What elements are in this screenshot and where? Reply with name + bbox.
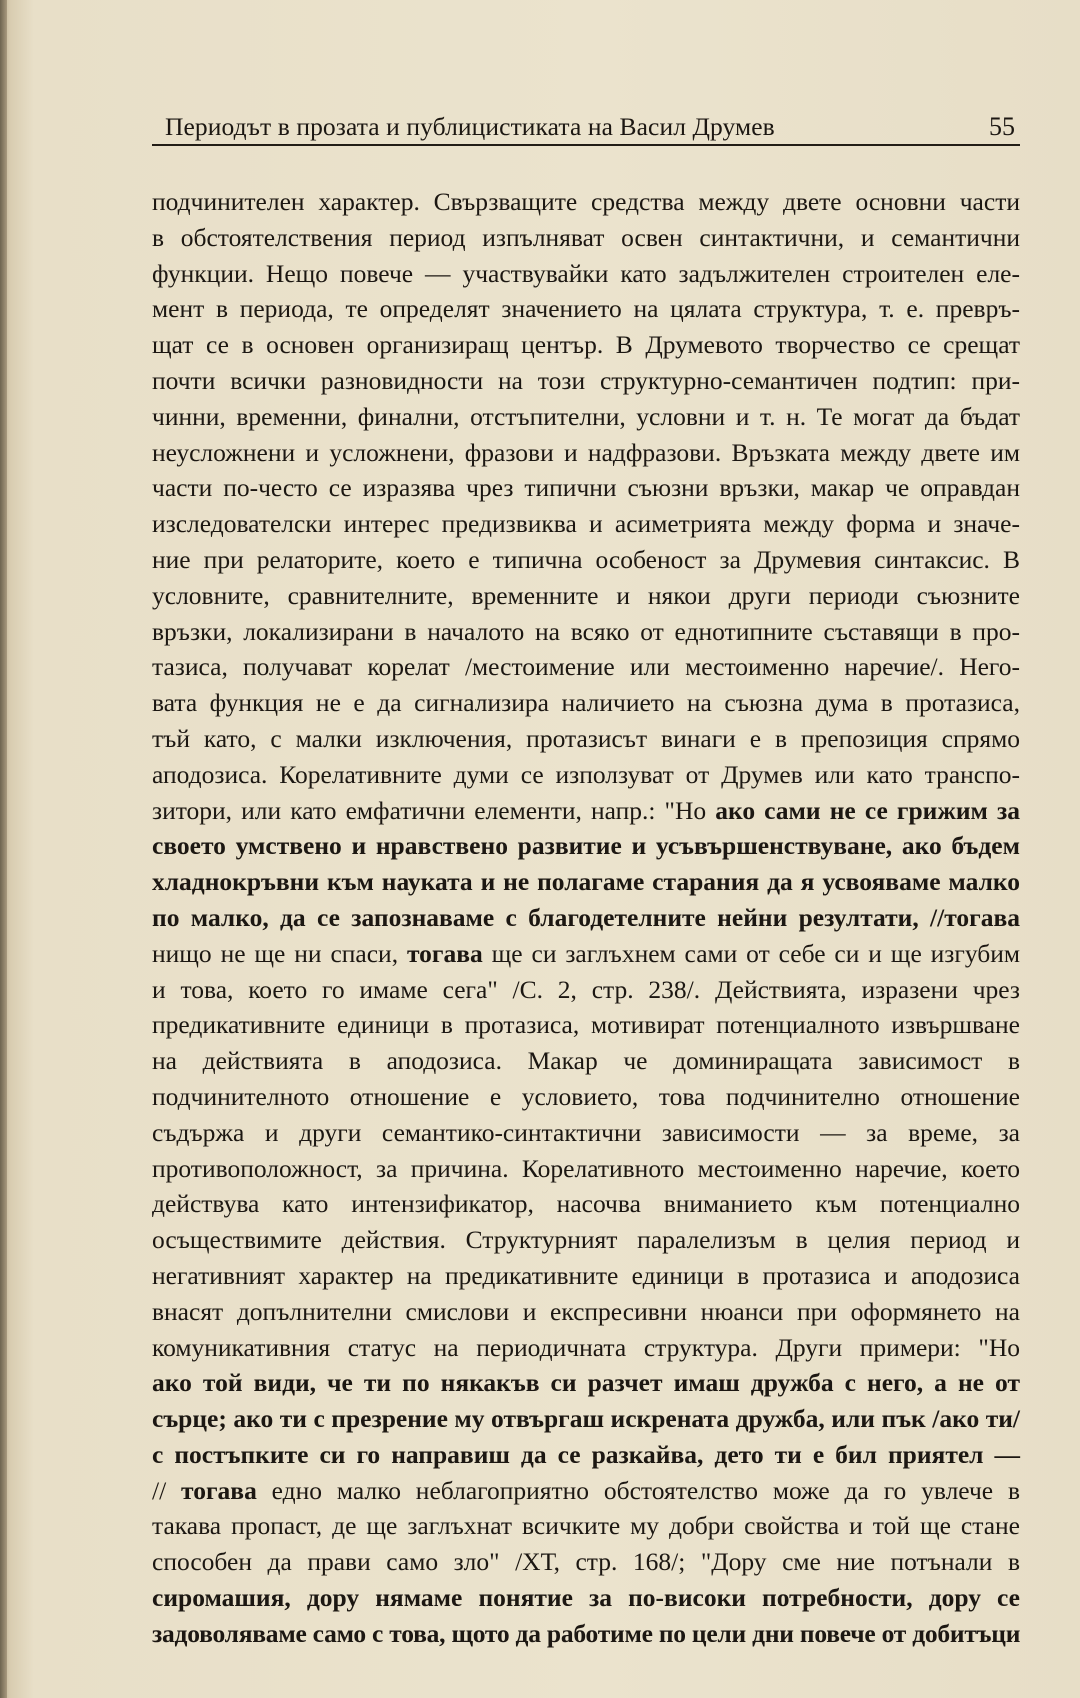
text-line — [152, 542, 1020, 578]
text-line — [152, 184, 1020, 220]
text-span: тазиса, получават корелат /местоимение или местоименно наречие/. Него- — [152, 652, 1020, 682]
text-line — [152, 936, 1020, 972]
page-number: 55 — [989, 112, 1015, 141]
text-span: зитори, или като емфатични елементи, напр.: "Но — [152, 795, 716, 825]
text-line — [152, 685, 1020, 721]
text-span: тъй като, с малки изключения, протазисът винаги е в препозиция спрямо — [152, 723, 1020, 753]
text-line — [152, 1508, 1020, 1544]
text-line — [152, 399, 1020, 435]
text-span: подчинителен характер. Свързващите средства между двете основни части — [152, 187, 1020, 216]
text-line — [152, 256, 1020, 292]
text-span: чинни, временни, финални, отстъпителни, условни и т. н. Те могат да бъдат — [152, 401, 1020, 431]
text-span: щат се в основен организиращ център. В Друмевото творчество се срещат — [152, 330, 1020, 360]
text-span: осъществимите действия. Структурният паралелизъм в целия период и — [152, 1225, 1020, 1255]
text-line — [152, 1401, 1020, 1437]
text-span: предикативните единици в протазиса, мотивират потенциалното извършване — [152, 1010, 1020, 1040]
text-line — [152, 1330, 1020, 1366]
text-span: на действията в аподозиса. Макар че доминиращата зависимост в — [152, 1046, 1020, 1076]
bold-quote-span: своето умствено и нравствено развитие и усъвършенствуване, ако бъдем — [152, 831, 1020, 861]
text-line — [152, 1473, 1020, 1509]
text-span: мент в периода, те определят значението на цялата структура, т. е. превръ- — [152, 294, 1020, 324]
bold-quote-span: ако той види, че ти по някакъв си разчет имаш дружба с него, а не от — [152, 1368, 1020, 1398]
text-span: действува като интензификатор, насочва вниманието към потенциално — [152, 1189, 1020, 1219]
text-span: едно малко неблагоприятно обстоятелство може да го увлече в — [256, 1475, 1021, 1505]
text-span: ще си заглъхнем сами от себе си и ще изгубим — [482, 938, 1021, 968]
bold-quote-span: задоволяваме само с това, щото да работиме по цели дни повече от добитъци — [152, 1618, 1021, 1648]
text-span: връзки, локализирани в началото на всяко от еднотипните съставящи в про- — [152, 616, 1020, 646]
text-line — [152, 614, 1020, 650]
text-span: части по-често се изразява чрез типични съюзни връзки, макар че оправдан — [152, 473, 1020, 503]
text-span: такава пропаст, де ще заглъхнат всичките му добри свойства и той ще стане — [152, 1511, 1020, 1541]
header-rule — [152, 144, 1020, 146]
text-line — [152, 435, 1020, 471]
text-span: способен да прави само зло" /ХТ, стр. 168/; "Дору сме ние потънали в — [152, 1547, 1020, 1577]
text-line — [152, 1580, 1020, 1616]
text-span: негативният характер на предикативните единици в протазиса и аподозиса — [152, 1260, 1020, 1290]
text-line — [152, 972, 1020, 1008]
text-line — [152, 1222, 1020, 1258]
text-line — [152, 1437, 1020, 1473]
book-spine-shadow — [0, 0, 7, 1698]
text-span: функции. Нещо повече — участвувайки като задължителен строителен еле- — [152, 258, 1020, 288]
text-line — [152, 1079, 1020, 1115]
text-span: внасят допълнителни смислови и експресивни нюанси при оформянето на — [152, 1296, 1020, 1326]
text-line — [152, 828, 1020, 864]
text-span: нищо не ще ни спаси, — [152, 938, 407, 968]
text-span: почти всички разновидности на този структурно-семантичен подтип: при- — [152, 365, 1020, 395]
text-span: подчинителното отношение е условието, това подчинително отношение — [152, 1081, 1020, 1111]
text-line — [152, 1043, 1020, 1079]
text-span: вата функция не е да сигнализира наличието на съюзна дума в протазиса, — [152, 688, 1020, 718]
bold-quote-span: сиромашия, дору нямаме понятие за по-високи потребности, дору се — [152, 1583, 1020, 1613]
text-span: изследователски интерес предизвиква и асиметрията между форма и значе- — [152, 509, 1020, 539]
text-line — [152, 721, 1020, 757]
text-line — [152, 1616, 1020, 1652]
text-span: неусложнени и усложнени, фразови и надфразови. Връзката между двете им — [152, 437, 1020, 467]
text-span: комуникативния статус на периодичната структура. Други примери: "Но — [152, 1332, 1020, 1362]
text-line — [152, 470, 1020, 506]
text-line — [152, 1007, 1020, 1043]
text-line — [152, 1186, 1020, 1222]
text-line — [152, 327, 1020, 363]
bold-quote-span: с постъпките си го направиш да се разкайва, дето ти е бил приятел — — [152, 1439, 1020, 1469]
text-line — [152, 793, 1020, 829]
text-line — [152, 220, 1020, 256]
running-header — [165, 108, 1015, 146]
text-line — [152, 291, 1020, 327]
text-line — [152, 757, 1020, 793]
text-line — [152, 578, 1020, 614]
text-span: в обстоятелствения период изпълняват освен синтактични, и семантични — [152, 222, 1020, 252]
text-span: съдържа и други семантико-синтактични зависимости — за време, за — [152, 1117, 1020, 1147]
body-text — [152, 184, 1020, 1652]
text-line — [152, 900, 1020, 936]
text-line — [152, 1544, 1020, 1580]
text-span: условните, сравнителните, временните и някои други периоди съюзните — [152, 580, 1020, 610]
text-span: аподозиса. Корелативните думи се използуват от Друмев или като транспо- — [152, 759, 1020, 789]
text-line — [152, 506, 1020, 542]
bold-quote-span: сърце; ако ти с презрение му отвъргаш искрената дружба, или пък /ако ти/ — [152, 1404, 1020, 1434]
text-span: ние при релаторите, което е типична особеност за Друмевия синтаксис. В — [152, 544, 1020, 574]
text-line — [152, 649, 1020, 685]
text-span: и това, което го имаме сега" /С. 2, стр. 238/. Действията, изразени чрез — [152, 974, 1020, 1004]
bold-quote-span: хладнокръвни към науката и не полагаме старания да я усвояваме малко — [152, 867, 1020, 897]
text-line — [152, 1294, 1020, 1330]
bold-quote-span: тогава — [406, 938, 483, 968]
text-span: противоположност, за причина. Корелативното местоименно наречие, което — [152, 1153, 1020, 1183]
text-line — [152, 363, 1020, 399]
text-line — [152, 1115, 1020, 1151]
bold-quote-span: ако сами не се грижим за — [715, 795, 1020, 825]
running-header-title: Периодът в прозата и публицистиката на Васил Друмев — [165, 112, 775, 141]
text-line — [152, 1151, 1020, 1187]
bold-quote-span: по малко, да се запознаваме с благодетелните нейни резултати, //тогава — [152, 902, 1020, 932]
bold-quote-span: тогава — [181, 1475, 257, 1505]
text-span: // — [152, 1475, 182, 1505]
text-line — [152, 864, 1020, 900]
text-line — [152, 1365, 1020, 1401]
text-line — [152, 1258, 1020, 1294]
